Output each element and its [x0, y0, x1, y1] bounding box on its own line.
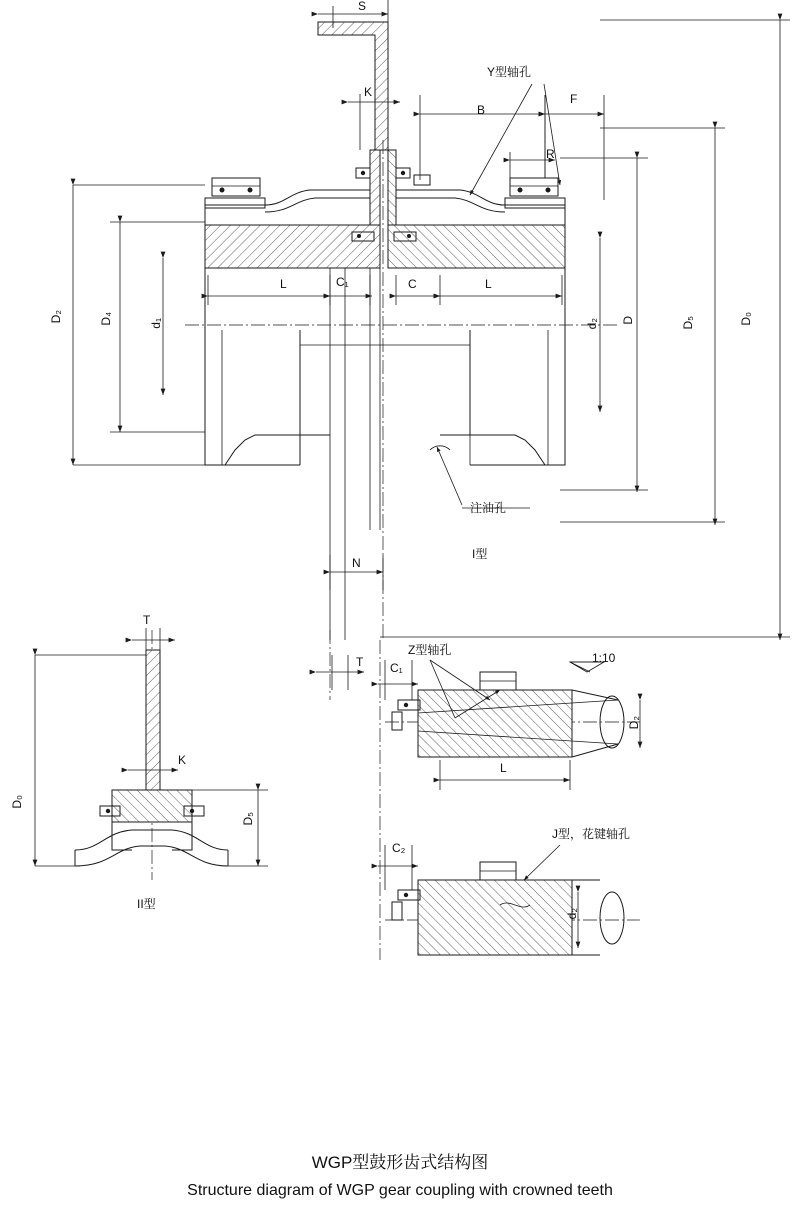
- dim-label-d1: d₁: [149, 318, 163, 329]
- dim-label-D5-right: D₅: [681, 316, 695, 330]
- dim-label-N: N: [352, 556, 361, 570]
- annotation-type-1: I型: [472, 547, 488, 561]
- annotation-z-bore: Z型轴孔: [408, 643, 452, 657]
- caption-chinese: WGP型鼓形齿式结构图: [311, 1153, 489, 1172]
- annotation-oil-hole: 注油孔: [470, 501, 507, 515]
- annotation-y-bore: Y型轴孔: [487, 65, 532, 79]
- caption-english: Structure diagram of WGP gear coupling with crowned teeth: [187, 1182, 613, 1199]
- dim-label-T-ii: T: [143, 613, 151, 627]
- dim-label-L-right: L: [485, 277, 492, 291]
- dim-label-B: B: [477, 103, 486, 117]
- dim-label-D5-ii: D₅: [241, 812, 255, 826]
- dim-label-D: D: [621, 316, 635, 325]
- dim-label-d2-j: d₂: [565, 908, 579, 920]
- dim-label-D2-z: D₂: [627, 716, 641, 730]
- dim-label-d2-right: d₂: [585, 318, 599, 330]
- annotation-type-2: II型: [137, 897, 156, 911]
- dim-label-C1-z: C₁: [390, 661, 403, 675]
- dim-label-C-main: C: [408, 277, 417, 291]
- dim-label-L-left: L: [280, 277, 287, 291]
- dim-label-F: F: [570, 92, 578, 106]
- dim-label-C2-j: C₂: [392, 841, 406, 855]
- dim-label-D2: D₂: [49, 310, 63, 324]
- annotation-j-bore: J型，花键轴孔: [552, 827, 631, 841]
- dim-label-S: S: [358, 0, 367, 13]
- dim-label-D0-ii: D₀: [10, 795, 24, 809]
- dim-label-D0-right: D₀: [739, 312, 753, 326]
- dim-label-L-z: L: [500, 761, 507, 775]
- dim-label-D4: D₄: [99, 312, 113, 326]
- dim-label-C1-main: C₁: [336, 275, 349, 289]
- dim-label-R: R: [546, 147, 555, 161]
- dim-label-K-ii: K: [178, 753, 187, 767]
- annotation-taper: 1:10: [592, 651, 616, 665]
- dim-label-K-top: K: [364, 85, 373, 99]
- dim-label-T-z: T: [356, 655, 364, 669]
